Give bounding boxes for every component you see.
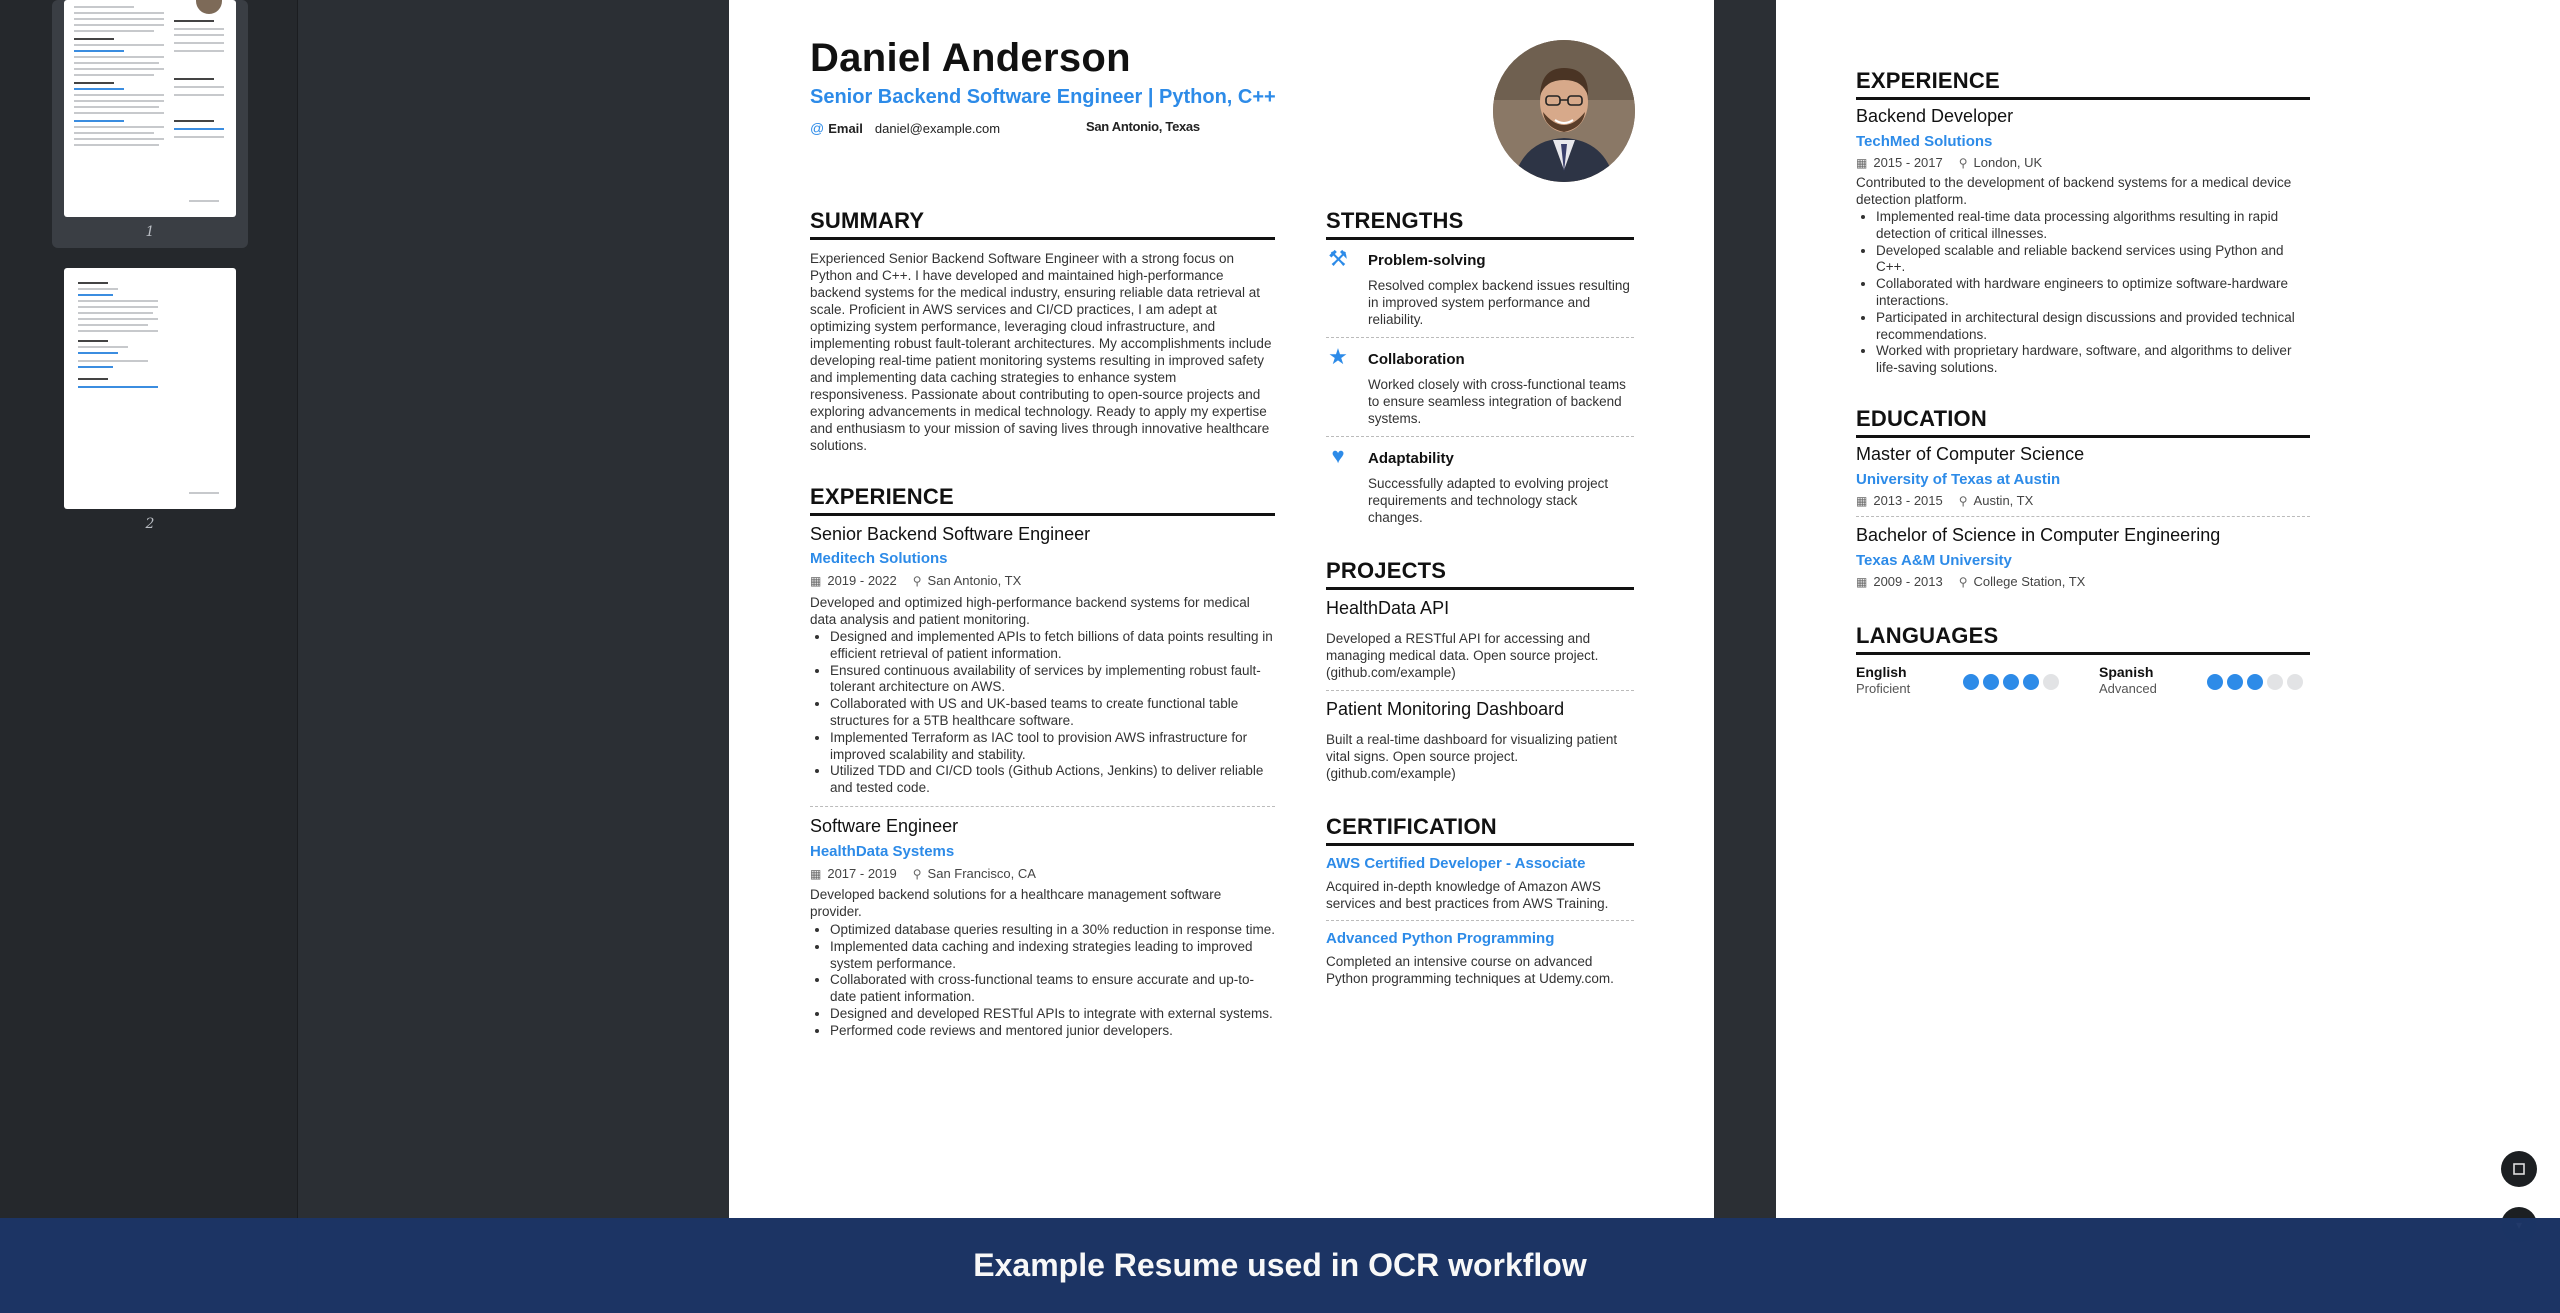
thumbnail-sidebar [0, 0, 298, 1313]
job-company: TechMed Solutions [1856, 133, 1993, 150]
contact-location: San Antonio, Texas [1086, 119, 1200, 134]
education-dates: 2009 - 2013 [1873, 574, 1943, 589]
thumbnail-page-1[interactable] [52, 0, 248, 248]
rating-dot [1983, 674, 1999, 690]
job-dates: 2019 - 2022 [827, 573, 897, 588]
divider [1326, 436, 1634, 437]
caption-banner [0, 1218, 2560, 1313]
education-meta [1856, 574, 2085, 589]
certification-heading: CERTIFICATION [1326, 814, 1634, 846]
education-location: College Station, TX [1973, 574, 2086, 589]
degree-title: Master of Computer Science [1856, 444, 2085, 464]
summary-heading: SUMMARY [810, 208, 1275, 240]
calendar-icon: ▦ [1856, 574, 1868, 589]
job-title: Backend Developer [1856, 106, 2014, 126]
location-pin-icon: ⚲ [1958, 493, 1968, 508]
resume-name: Daniel Anderson [810, 36, 1131, 80]
profile-photo [1493, 40, 1635, 182]
cert-text: Acquired in-depth knowledge of Amazon AWS services and best practices from AWS Training. [1326, 879, 1609, 911]
job-bullet: • Collaborated with hardware engineers to optimize software-hardware interactions. [1876, 276, 2316, 310]
education-heading: EDUCATION [1856, 406, 2310, 438]
summary-text: Experienced Senior Backend Software Engineer with a strong focus on Python and C++. I have developed and maintained high-performance backend systems for the medical industry, ensuring reliable data retrieval at scale. Proficient in AWS services and CI/CD practices, I am adept at optimizing system performance, leveraging cloud infrastructure, and implementing robust fault-tolerant architectures. My accomplishments include developing real-time patient monitoring systems resulting in improved safety and implementing data caching strategies to enhance system responsiveness. Passionate about contributing to open-source projects and exploring advancements in medical technology. Ready to apply my expertise and enthusiasm to your mission of saving lives through innovative healthcare solutions. [810, 251, 1272, 453]
job-bullets [810, 922, 1280, 1040]
divider [810, 806, 1275, 807]
job-company: HealthData Systems [810, 843, 955, 860]
calendar-icon: ▦ [1856, 155, 1868, 170]
job-bullet: • Implemented data caching and indexing strategies leading to improved system performance. [830, 939, 1280, 973]
language-name: Spanish [2099, 664, 2154, 680]
rating-dot [2267, 674, 2283, 690]
education-meta [1856, 493, 2033, 508]
thumbnail-page-2[interactable] [52, 268, 248, 532]
calendar-icon: ▦ [810, 573, 822, 588]
heart-icon: ♥ [1331, 443, 1345, 468]
job-bullet: • Optimized database queries resulting in a 30% reduction in response time. [830, 922, 1280, 939]
job-bullet: • Utilized TDD and CI/CD tools (Github Actions, Jenkins) to deliver reliable and tested code. [830, 763, 1280, 797]
job-meta [810, 573, 1021, 588]
language-level: Proficient [1856, 681, 1911, 696]
divider [1326, 690, 1634, 691]
rating-dot [2207, 674, 2223, 690]
education-dates: 2013 - 2015 [1873, 493, 1943, 508]
fullscreen-icon [2511, 1161, 2527, 1177]
language-rating [2207, 674, 2303, 690]
job-bullet: • Developed scalable and reliable backend services using Python and C++. [1876, 243, 2316, 277]
thumbnail-page-number: 1 [145, 224, 155, 240]
strength-text: Resolved complex backend issues resulting in improved system performance and reliability. [1368, 278, 1630, 327]
experience-heading: EXPERIENCE [810, 484, 1275, 516]
rating-dot [2043, 674, 2059, 690]
email-label: Email [828, 120, 863, 136]
contact-email [810, 120, 1000, 136]
job-bullets [1856, 209, 2316, 377]
job-title: Software Engineer [810, 816, 959, 836]
job-description: Contributed to the development of backend systems for a medical device detection platform. [1856, 175, 2292, 207]
strength-title: Collaboration [1368, 351, 1465, 368]
job-description: Developed backend solutions for a healthcare management software provider. [810, 887, 1222, 919]
job-description: Developed and optimized high-performance backend systems for medical data analysis and patient monitoring. [810, 595, 1250, 627]
job-meta [810, 866, 1036, 881]
strength-title: Adaptability [1368, 450, 1454, 467]
caption-text: Example Resume used in OCR workflow [973, 1247, 1587, 1283]
thumbnail-page-1-image [64, 0, 236, 217]
language-name: English [1856, 664, 1907, 680]
job-meta [1856, 155, 2042, 170]
email-value: daniel@example.com [874, 120, 1001, 136]
rating-dot [2287, 674, 2303, 690]
job-company: Meditech Solutions [810, 550, 948, 567]
divider [1856, 516, 2310, 517]
thumbnail-page-2-image [64, 268, 236, 509]
tools-icon: ⚒ [1328, 246, 1348, 271]
thumbnail-page-number: 2 [145, 516, 155, 532]
strengths-heading: STRENGTHS [1326, 208, 1634, 240]
job-bullet: • Collaborated with US and UK-based teams to create functional table structures for a 5TB healthcare software. [830, 696, 1280, 730]
job-bullet: • Performed code reviews and mentored junior developers. [830, 1023, 1280, 1040]
job-bullet: • Designed and implemented APIs to fetch billions of data points resulting in efficient retrieval of patient information. [830, 629, 1280, 663]
location-pin-icon: ⚲ [912, 573, 922, 588]
cert-title: AWS Certified Developer - Associate [1326, 855, 1586, 872]
school-name: University of Texas at Austin [1856, 471, 2061, 488]
language-level: Advanced [2099, 681, 2157, 696]
language-rating [1963, 674, 2059, 690]
cert-text: Completed an intensive course on advanced Python programming techniques at Udemy.com. [1326, 954, 1614, 986]
resume-page-1 [729, 0, 1714, 1218]
thumbnail-avatar [196, 0, 222, 14]
languages-heading: LANGUAGES [1856, 623, 2310, 655]
job-bullet: • Collaborated with cross-functional teams to ensure accurate and up-to-date patient information. [830, 972, 1280, 1006]
strength-title: Problem-solving [1368, 252, 1486, 269]
strength-text: Successfully adapted to evolving project requirements and technology stack changes. [1368, 476, 1609, 525]
job-location: London, UK [1973, 155, 2043, 170]
star-icon: ★ [1328, 344, 1348, 369]
job-bullet: • Participated in architectural design discussions and provided technical recommendations. [1876, 310, 2316, 344]
rating-dot [1963, 674, 1979, 690]
job-bullet: • Implemented real-time data processing algorithms resulting in rapid detection of critical illnesses. [1876, 209, 2316, 243]
rating-dot [2003, 674, 2019, 690]
education-location: Austin, TX [1973, 493, 2034, 508]
job-bullets [810, 629, 1280, 797]
job-dates: 2015 - 2017 [1873, 155, 1943, 170]
degree-title: Bachelor of Science in Computer Engineering [1856, 525, 2221, 545]
school-name: Texas A&M University [1856, 552, 2012, 569]
document-viewer[interactable] [299, 0, 2560, 1313]
location-pin-icon: ⚲ [912, 866, 922, 881]
project-title: HealthData API [1326, 598, 1450, 618]
job-dates: 2017 - 2019 [827, 866, 897, 881]
job-title: Senior Backend Software Engineer [810, 524, 1091, 544]
job-location: San Antonio, TX [927, 573, 1022, 588]
rating-dot [2227, 674, 2243, 690]
projects-heading: PROJECTS [1326, 558, 1634, 590]
divider [1326, 337, 1634, 338]
calendar-icon: ▦ [810, 866, 822, 881]
experience-heading: EXPERIENCE [1856, 68, 2310, 100]
location-pin-icon: ⚲ [1958, 574, 1968, 589]
location-pin-icon: ⚲ [1958, 155, 1968, 170]
project-text: Developed a RESTful API for accessing and managing medical data. Open source project. (github.com/example) [1326, 631, 1599, 680]
job-bullet: • Worked with proprietary hardware, software, and algorithms to deliver life-saving solutions. [1876, 343, 2316, 377]
job-location: San Francisco, CA [927, 866, 1036, 881]
strength-text: Worked closely with cross-functional teams to ensure seamless integration of backend systems. [1368, 377, 1626, 426]
at-icon: @ [810, 120, 825, 136]
calendar-icon: ▦ [1856, 493, 1868, 508]
rating-dot [2247, 674, 2263, 690]
divider [1326, 920, 1634, 921]
resume-page-2 [1776, 0, 2560, 1218]
cert-title: Advanced Python Programming [1326, 930, 1555, 947]
project-title: Patient Monitoring Dashboard [1326, 699, 1565, 719]
job-bullet: • Ensured continuous availability of services by implementing robust fault-tolerant architecture on AWS. [830, 663, 1280, 697]
job-bullet: • Implemented Terraform as IAC tool to provision AWS infrastructure for improved scalability and stability. [830, 730, 1280, 764]
job-bullet: • Designed and developed RESTful APIs to integrate with external systems. [830, 1006, 1280, 1023]
resume-role: Senior Backend Software Engineer | Python, C++ [810, 86, 1276, 108]
project-text: Built a real-time dashboard for visualizing patient vital signs. Open source project. (github.com/example) [1326, 732, 1618, 781]
rating-dot [2023, 674, 2039, 690]
fullscreen-button[interactable] [2501, 1151, 2537, 1187]
